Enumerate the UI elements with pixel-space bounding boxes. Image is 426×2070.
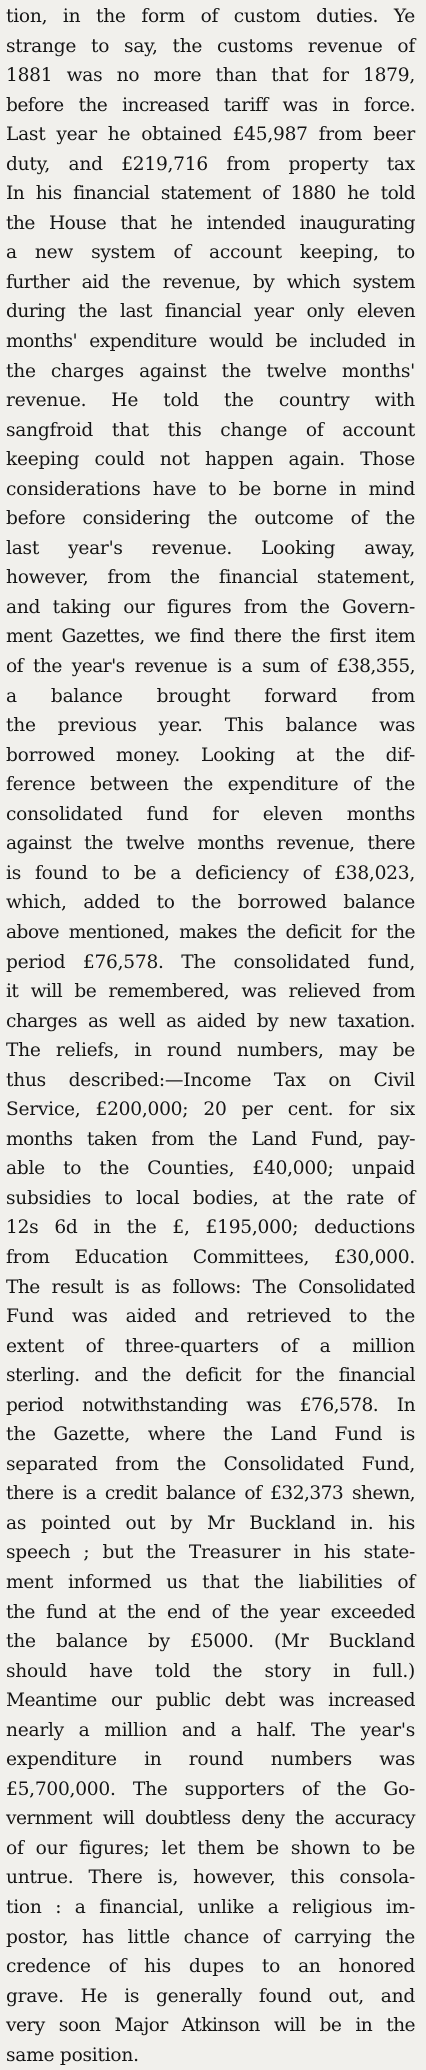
text-line: vernment will doubtless deny the accuracy	[6, 1808, 415, 1830]
text-line: the balance by £5000. (Mr Buckland	[6, 1631, 415, 1653]
text-line: the charges against the twelve months'	[6, 360, 415, 382]
text-line: should have told the story in full.)	[6, 1660, 415, 1682]
text-line: grave. He is generally found out, and	[6, 1985, 415, 2007]
text-line: Service, £200,000; 20 per cent. for six	[6, 1099, 415, 1121]
text-line: further aid the revenue, by which system	[6, 271, 415, 293]
text-line: and taking our figures from the Govern-	[6, 596, 415, 618]
text-line: months taken from the Land Fund, pay-	[6, 1128, 415, 1150]
text-line: very soon Major Atkinson will be in the	[6, 2015, 415, 2037]
text-line: extent of three-quarters of a million	[6, 1335, 415, 1357]
text-line: a new system of account keeping, to	[6, 242, 415, 264]
text-line: the Gazette, where the Land Fund is	[6, 1424, 415, 1446]
text-line: revenue. He told the country with	[6, 390, 415, 412]
text-line: Fund was aided and retrieved to the	[6, 1306, 415, 1328]
text-line: tion : a financial, unlike a religious im-	[6, 1897, 415, 1918]
text-line: which, added to the borrowed balance	[6, 892, 415, 914]
text-line: there is a credit balance of £32,373 shewn,	[6, 1483, 415, 1505]
text-line: of our figures; let them be shown to be	[6, 1837, 415, 1859]
text-line: untrue. There is, however, this consola-	[6, 1867, 415, 1889]
text-line: duty, and £219,716 from property tax	[6, 153, 415, 175]
text-line: nearly a million and a half. The year's	[6, 1719, 415, 1741]
text-line: as pointed out by Mr Buckland in. his	[6, 1512, 415, 1534]
text-line: ment Gazettes, we find there the first item	[6, 626, 415, 648]
text-line: same position.	[6, 2044, 139, 2066]
text-line: strange to say, the customs revenue of	[6, 35, 415, 57]
text-line: period £76,578. The consolidated fund,	[6, 951, 415, 973]
text-line: keeping could not happen again. Those	[6, 449, 415, 471]
text-line: sangfroid that this change of account	[6, 419, 415, 441]
text-line: 1881 was no more than that for 1879,	[6, 65, 415, 87]
text-line: separated from the Consolidated Fund,	[6, 1453, 415, 1475]
text-line: of the year's revenue is a sum of £38,355,	[6, 656, 415, 678]
text-line: charges as well as aided by new taxation.	[6, 1010, 415, 1032]
text-line: Meantime our public debt was increased	[6, 1690, 415, 1712]
text-line: above mentioned, makes the deficit for the	[6, 921, 415, 943]
text-line: months' expenditure would be included in	[6, 331, 415, 353]
text-line: able to the Counties, £40,000; unpaid	[6, 1158, 415, 1180]
text-line: before considering the outcome of the	[6, 508, 415, 530]
text-line: period notwithstanding was £76,578. In	[6, 1394, 415, 1416]
text-line: against the twelve months revenue, there	[6, 833, 415, 855]
text-line: last year's revenue. Looking away,	[6, 537, 415, 559]
text-line: speech ; but the Treasurer in his state-	[6, 1542, 415, 1564]
text-line: during the last financial year only eleven	[6, 301, 415, 323]
text-line: borrowed money. Looking at the dif-	[6, 744, 415, 766]
text-line: Last year he obtained £45,987 from beer	[6, 124, 415, 146]
text-line: is found to be a deficiency of £38,023,	[6, 862, 415, 884]
text-line: postor, has little chance of carrying the	[6, 1926, 415, 1948]
text-line: it will be remembered, was relieved from	[6, 981, 415, 1003]
text-line: however, from the financial statement,	[6, 567, 415, 589]
text-line: 12s 6d in the £, £195,000; deductions	[6, 1217, 415, 1239]
text-line: In his financial statement of 1880 he told	[6, 183, 415, 205]
text-line: The result is as follows: The Consolidated	[6, 1276, 415, 1298]
text-line: expenditure in round numbers was	[6, 1749, 415, 1771]
text-line: The reliefs, in round numbers, may be	[6, 1040, 415, 1062]
text-line: credence of his dupes to an honored	[6, 1956, 415, 1978]
text-line: from Education Committees, £30,000.	[6, 1246, 415, 1268]
text-line: the previous year. This balance was	[6, 715, 415, 737]
text-line: ment informed us that the liabilities of	[6, 1571, 415, 1593]
text-line: a balance brought forward from	[6, 685, 415, 707]
text-line: considerations have to be borne in mind	[6, 478, 415, 500]
text-line: tion, in the form of custom duties. Ye	[6, 6, 415, 27]
text-line: sterling. and the deficit for the financial	[6, 1365, 415, 1387]
text-line: the fund at the end of the year exceeded	[6, 1601, 415, 1623]
text-line: £5,700,000. The supporters of the Go-	[6, 1778, 415, 1800]
text-line: consolidated fund for eleven months	[6, 803, 415, 825]
text-line: the House that he intended inaugurating	[6, 212, 415, 234]
text-line: thus described:—Income Tax on Civil	[6, 1069, 415, 1091]
text-line: before the increased tariff was in force.	[6, 94, 415, 116]
text-line: subsidies to local bodies, at the rate of	[6, 1187, 415, 1209]
text-line: ference between the expenditure of the	[6, 774, 415, 796]
